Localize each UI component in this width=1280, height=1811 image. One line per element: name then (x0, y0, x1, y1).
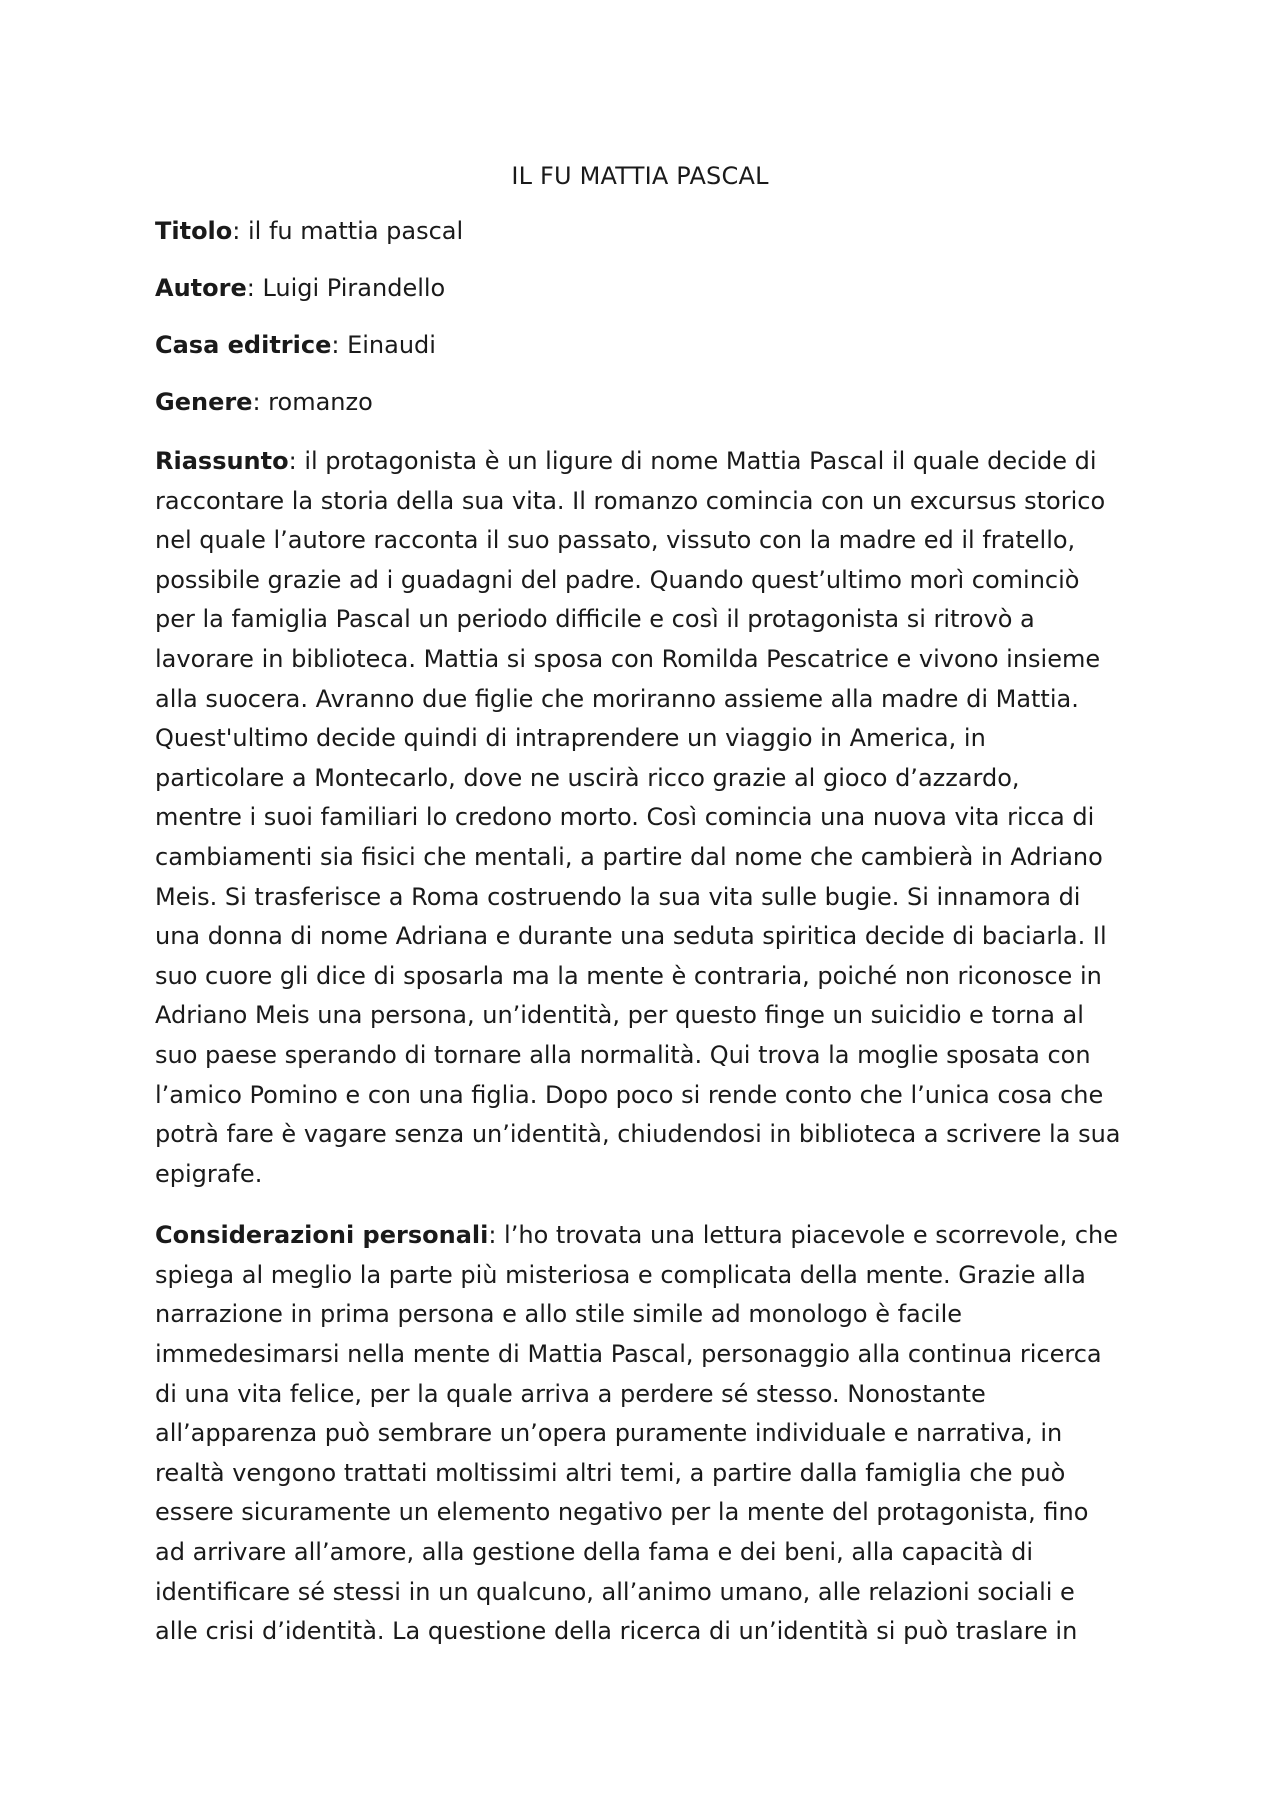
paragraph-line: Meis. Si trasferisce a Roma costruendo la sua vita sulle bugie. Si innamora di (155, 882, 1081, 911)
paragraph-line: essere sicuramente un elemento negativo per la mente del protagonista, fino (155, 1498, 1089, 1527)
paragraph-line: Riassunto: il protagonista è un ligure di nome Mattia Pascal il quale decide di (155, 447, 1097, 475)
paragraph-line: potrà fare è vagare senza un’identità, chiudendosi in biblioteca a scrivere la sua (155, 1120, 1121, 1149)
paragraph-line: nel quale l’autore racconta il suo passato, vissuto con la madre ed il fratello, (155, 526, 1076, 555)
paragraph-line: identificare sé stessi in un qualcuno, all’animo umano, alle relazioni sociali e (155, 1577, 1075, 1606)
field-label: Autore (155, 274, 247, 302)
paragraph-line: realtà vengono trattati moltissimi altri temi, a partire dalla famiglia che può (155, 1458, 1066, 1487)
paragraph-line: una donna di nome Adriana e durante una seduta spiritica decide di baciarla. Il (155, 922, 1107, 951)
paragraph-line: all’apparenza può sembrare un’opera puramente individuale e narrativa, in (155, 1419, 1063, 1448)
field-author (155, 271, 1145, 305)
summary-paragraph (155, 442, 1145, 1194)
paragraph-line: Adriano Meis una persona, un’identità, per questo finge un suicidio e torna al (155, 1001, 1084, 1030)
paragraph-line: immedesimarsi nella mente di Mattia Pascal, personaggio alla continua ricerca (155, 1340, 1102, 1369)
paragraph-line: per la famiglia Pascal un periodo difficile e così il protagonista si ritrovò a (155, 605, 1035, 634)
paragraph-line: Considerazioni personali: l’ho trovata una lettura piacevole e scorrevole, che (155, 1221, 1118, 1250)
paragraph-line: ad arrivare all’amore, alla gestione della fama e dei beni, alla capacità di (155, 1538, 1034, 1567)
paragraph-line: alle crisi d’identità. La questione della ricerca di un’identità si può traslare in (155, 1617, 1078, 1646)
paragraph-line: narrazione in prima persona e allo stile simile ad monologo è facile (155, 1300, 963, 1329)
paragraph-line: mentre i suoi familiari lo credono morto. Così comincia una nuova vita ricca di (155, 803, 1095, 832)
field-value: : romanzo (252, 388, 373, 416)
paragraph-line: particolare a Montecarlo, dove ne uscirà ricco grazie al gioco d’azzardo, (155, 763, 1020, 792)
paragraph-line: raccontare la storia della sua vita. Il romanzo comincia con un excursus storico (155, 486, 1106, 515)
document-body (155, 214, 1145, 1674)
considerations-paragraph (155, 1216, 1145, 1652)
paragraph-line: l’amico Pomino e con una figlia. Dopo poco si rende conto che l’unica cosa che (155, 1080, 1104, 1109)
paragraph-line: Quest'ultimo decide quindi di intraprendere un viaggio in America, in (155, 724, 986, 753)
paragraph-line: epigrafe. (155, 1159, 263, 1188)
summary-label: Riassunto (155, 447, 289, 475)
field-value: : Luigi Pirandello (246, 274, 446, 302)
field-title (155, 214, 1145, 248)
paragraph-line: possibile grazie ad i guadagni del padre. Quando quest’ultimo morì cominciò (155, 565, 1080, 594)
field-label: Genere (155, 388, 253, 416)
paragraph-line: suo cuore gli dice di sposarla ma la mente è contraria, poiché non riconosce in (155, 961, 1102, 990)
paragraph-line: cambiamenti sia fisici che mentali, a partire dal nome che cambierà in Adriano (155, 842, 1103, 871)
paragraph-line: alla suocera. Avranno due figlie che moriranno assieme alla madre di Mattia. (155, 684, 1079, 713)
paragraph-line: suo paese sperando di tornare alla normalità. Qui trova la moglie sposata con (155, 1040, 1091, 1069)
field-genre (155, 385, 1145, 419)
field-publisher (155, 328, 1145, 362)
considerations-label: Considerazioni personali (155, 1221, 489, 1250)
field-label: Casa editrice (155, 331, 332, 359)
paragraph-line: lavorare in biblioteca. Mattia si sposa con Romilda Pescatrice e vivono insieme (155, 644, 1101, 673)
paragraph-line: di una vita felice, per la quale arriva a perdere sé stesso. Nonostante (155, 1379, 986, 1408)
paragraph-line: spiega al meglio la parte più misteriosa e complicata della mente. Grazie alla (155, 1260, 1086, 1289)
document-title: IL FU MATTIA PASCAL (511, 162, 769, 190)
field-label: Titolo (155, 217, 233, 245)
field-value: : Einaudi (331, 331, 436, 359)
field-value: : il fu mattia pascal (232, 217, 464, 245)
